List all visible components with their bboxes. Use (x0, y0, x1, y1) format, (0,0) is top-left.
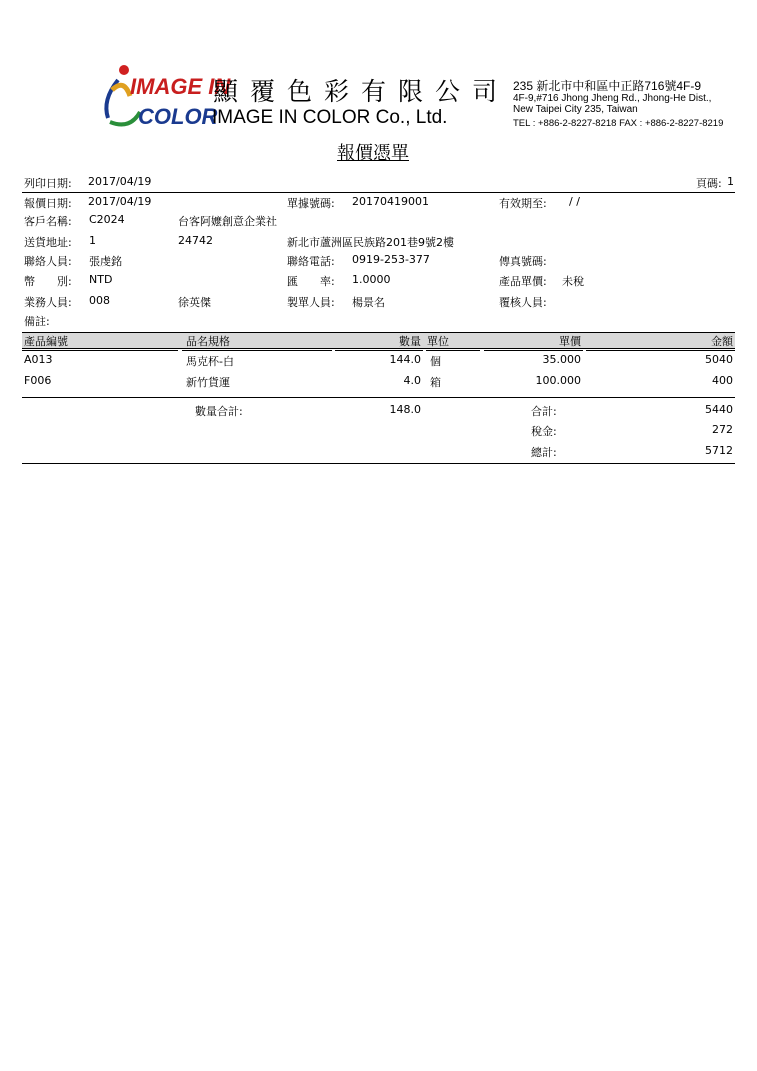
contact-name: 張虔銘 (89, 255, 122, 268)
th-uline-price (484, 350, 583, 351)
th-uline-unit (426, 350, 480, 351)
row1-amount: 5040 (705, 353, 733, 366)
phone-label: 聯絡電話: (287, 255, 335, 268)
company-address-en2: New Taipei City 235, Taiwan (513, 104, 638, 115)
page-value: 1 (727, 175, 734, 188)
maker-value: 楊景名 (352, 296, 385, 309)
row1-qty: 144.0 (389, 353, 421, 366)
th-code: 產品編號 (24, 335, 68, 348)
sales-name: 徐英傑 (178, 296, 211, 309)
currency-value: NTD (89, 273, 113, 286)
currency-label: 幣 別: (24, 275, 72, 288)
valid-until-label: 有效期至: (499, 197, 547, 210)
th-uline-amount (586, 350, 735, 351)
sales-label: 業務人員: (24, 296, 72, 309)
valid-until-value: / / (569, 195, 580, 208)
qty-total-label: 數量合計: (195, 405, 243, 418)
qty-total-value: 148.0 (389, 403, 421, 416)
ship-zip: 24742 (178, 234, 213, 247)
row2-price: 100.000 (535, 374, 581, 387)
row1-unit: 個 (430, 355, 441, 368)
unit-price-type-label: 產品單價: (499, 275, 547, 288)
rate-label: 匯 率: (287, 275, 335, 288)
quote-date-label: 報價日期: (24, 197, 72, 210)
customer-code: C2024 (89, 213, 125, 226)
page-label: 頁碼: (696, 177, 722, 190)
customer-name: 台客阿嬤創意企業社 (178, 215, 277, 228)
row1-name: 馬克杯-白 (186, 355, 234, 368)
row2-qty: 4.0 (403, 374, 421, 387)
customer-label: 客戶名稱: (24, 215, 72, 228)
grand-total-value: 5712 (705, 444, 733, 457)
rate-value: 1.0000 (352, 273, 391, 286)
row2-unit: 箱 (430, 376, 441, 389)
divider-totals (22, 397, 735, 398)
th-uline-code (22, 350, 178, 351)
fax-label: 傳真號碼: (499, 255, 547, 268)
grand-total-label: 總計: (531, 446, 557, 459)
maker-label: 製單人員: (287, 296, 335, 309)
logo-line2: COLOR (138, 104, 218, 129)
company-logo (100, 60, 231, 132)
company-name-en: IMAGE IN COLOR Co., Ltd. (212, 107, 448, 128)
divider-bottom (22, 463, 735, 464)
row2-amount: 400 (712, 374, 733, 387)
row2-code: F006 (24, 374, 52, 387)
row1-price: 35.000 (542, 353, 581, 366)
sales-code: 008 (89, 294, 110, 307)
row1-code: A013 (24, 353, 53, 366)
quote-date-value: 2017/04/19 (88, 195, 152, 208)
company-address-cn: 235 新北市中和區中正路716號4F-9 (513, 79, 702, 93)
doc-no-value: 20170419001 (352, 195, 429, 208)
th-unit: 單位 (427, 335, 449, 348)
tax-label: 稅金: (531, 425, 557, 438)
ship-no: 1 (89, 234, 96, 247)
subtotal-label: 合計: (531, 405, 557, 418)
divider-top (22, 192, 735, 193)
ship-address: 新北市蘆洲區民族路201巷9號2樓 (287, 236, 454, 249)
subtotal-value: 5440 (705, 403, 733, 416)
contact-label: 聯絡人員: (24, 255, 72, 268)
company-tel-fax: TEL : +886-2-8227-8218 FAX : +886-2-8227-8219 (513, 118, 724, 129)
remark-label: 備註: (24, 315, 50, 328)
print-date-label: 列印日期: (24, 177, 72, 190)
th-amount: 金額 (711, 335, 733, 348)
phone-value: 0919-253-377 (352, 253, 430, 266)
company-address-en1: 4F-9,#716 Jhong Jheng Rd., Jhong-He Dist., (513, 93, 712, 104)
doc-no-label: 單據號碼: (287, 197, 335, 210)
th-uline-qty (335, 350, 423, 351)
row2-name: 新竹貨運 (186, 376, 230, 389)
reviewer-label: 覆核人員: (499, 296, 547, 309)
company-name-cn: 顯覆色彩有限公司 (213, 77, 510, 106)
th-uline-name (182, 350, 332, 351)
unit-price-type-value: 未稅 (562, 275, 584, 288)
document-title: 報價憑單 (337, 143, 409, 164)
print-date-value: 2017/04/19 (88, 175, 152, 188)
th-price: 單價 (559, 335, 581, 348)
th-name: 品名規格 (186, 335, 230, 348)
logo-line1: IMAGE IN (130, 74, 231, 99)
ship-address-label: 送貨地址: (24, 236, 72, 249)
th-qty: 數量 (399, 335, 421, 348)
tax-value: 272 (712, 423, 733, 436)
